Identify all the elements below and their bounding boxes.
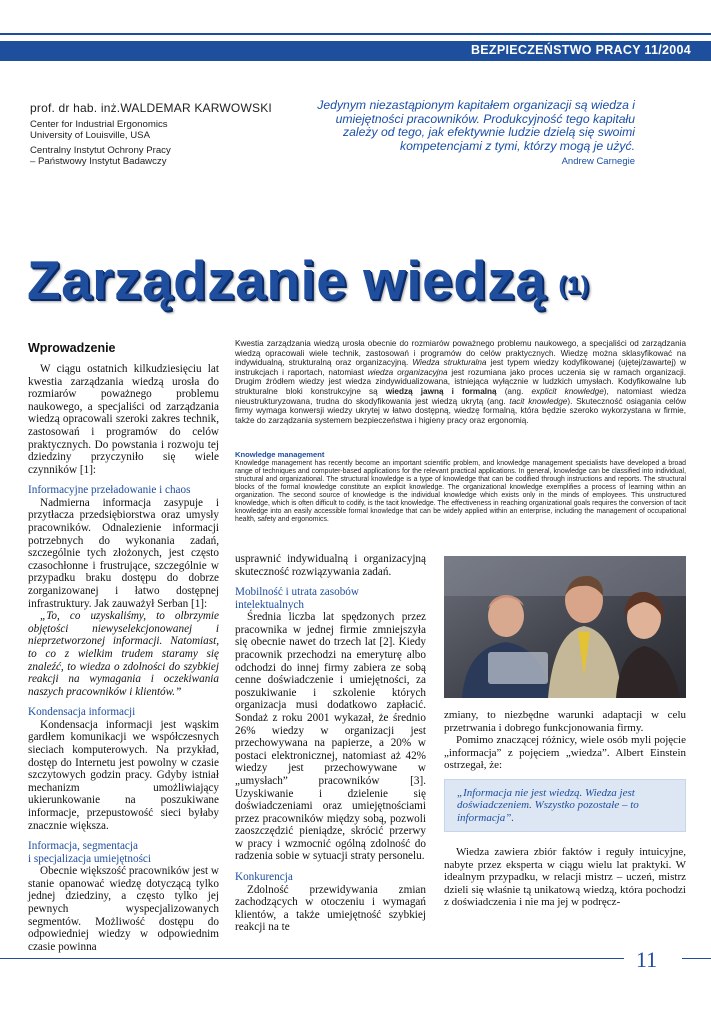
paragraph: usprawnić indywidualną i organizacyjną skuteczność rozwiązywania zadań. (235, 553, 426, 578)
bottom-rule (682, 958, 711, 959)
article-part-number: (1) (558, 272, 590, 299)
intro-heading: Wprowadzenie (28, 341, 116, 355)
abstract-term: tacit knowledge (509, 396, 568, 406)
abstract-term: wiedzą jawną i formalną (385, 386, 497, 396)
intro-paragraph: W ciągu ostatnich kilkudziesięciu lat kwestia zarządzania wiedzą urosła do rozmiarów poważnego problemu naukowego, a specjaliści od zarządzania wiedzą opracowali szeroki zakres technik, zastosowań i programów do celów praktycznych. Do powstania i rozwoju tej dziedziny przyczyniło się wiele czynników [1]: (28, 363, 219, 476)
abstract-text: ), natomiast wiedza nieustrukturyzowana, trudna do skodyfikowania jest wiedzą ukrytą (ang. (235, 386, 686, 406)
header-bar (0, 41, 711, 61)
epigraph-author: Andrew Carnegie (561, 156, 635, 168)
paragraph: Średnia liczba lat spędzonych przez pracownika w jednej firmie zmniejszyła się obecnie nawet do trzech lat [2]. Kiedy pracownik przechodzi na emeryturę albo odchodzi do innej firmy zabiera ze sobą cenne doświadczenie i umiejętności, za poszukiwanie i szkolenie których organizacja musi dodatkowo zapłacić. Sondaż z roku 2001 wykazał, że średnio 26% wiedzy w organizacji jest przechowywana na papierze, a 20% w postaci elektronicznej, natomiast aż 42% wiedzy jest przechowywane w „umysłach” pracowników [3]. Uzyskiwanie i dzielenie się doświadczeniami oraz umiejętnościami przez pracowników między sobą, pozwoli zaoszczędzić pieniądze, skrócić przerwy w pracy i wzmocnić ogólną zdolność do radzenia sobie w sytuacji straty personelu. (235, 611, 426, 863)
article-title (27, 248, 589, 312)
page-number: 11 (636, 947, 658, 972)
bottom-rule (0, 958, 624, 959)
abstract-term: wiedza organizacyjna (367, 367, 448, 377)
section-heading (28, 840, 219, 865)
section-heading-line: i specjalizacja umiejętności (28, 852, 152, 865)
author-name: prof. dr hab. inż.WALDEMAR KARWOWSKI (30, 101, 272, 115)
callout-box (444, 779, 686, 833)
article-title-text: Zarządzanie wiedzą (27, 249, 547, 311)
epigraph-text: Jedynym niezastąpionym kapitałem organizacji są wiedza i umiejętności pracowników. Produkcyjność tego kapitału zależy od tego, jak efektywnie ludzie dzielą się swoimi kompetencjami z tymi, którzy mogą je użyć. (317, 98, 635, 153)
paragraph: Wiedza zawiera zbiór faktów i reguły intuicyjne, nabyte przez eksperta w ciągu wielu lat praktyki. W idealnym przypadku, w relacji mistrz – uczeń, mistrz dzieli się właśnie tą unikatową wiedzą, która pochodzi z doświadczenia i nie ma jej w podręcz- (444, 846, 686, 909)
section-heading-line: intelektualnych (235, 598, 304, 611)
quote-paragraph: „To, co uzyskaliśmy, to olbrzymie objętości niewyselekcjonowanej i nieprzetworzonej informacji. Natomiast, to co z wielkim trudem staramy się znaleźć, to wiedza o zdolności do szybkiej reakcji na wymagania i oczekiwania naszych pracowników i klientów.” (28, 610, 219, 698)
abstract-text: (ang. (496, 386, 532, 396)
column-middle (235, 553, 426, 934)
section-heading-line: Mobilność i utrata zasobów (235, 586, 359, 599)
column-left (28, 341, 219, 953)
abstract-term: Wiedza strukturalna (412, 358, 487, 368)
epigraph (315, 99, 635, 167)
journal-issue: BEZPIECZEŃSTWO PRACY 11/2004 (470, 43, 691, 57)
abstract-term: explicit knowledge (531, 386, 604, 396)
affiliation-line: University of Louisville, USA (30, 130, 150, 141)
abstract-polish (235, 339, 686, 425)
paragraph: Obecnie większość pracowników jest w stanie opanować wiedzę dotyczącą tylko jednej dziedziny, a często tylko jej pewnych wyspecjalizowanych segmentów. Możliwość dostępu do odpowiedniej wiedzy w odpowiednim czasie powinna (28, 865, 219, 953)
paragraph: Kondensacja informacji jest wąskim gardłem komunikacji we współczesnych sieciach komputerowych. Na przykład, dostęp do Internetu jest powolny w czasie szczytowych godzin pracy. Gdyby istniał mechanizm umożliwiający ukierunkowanie na poszukiwane informacje, przepustowość sieci byłaby znacznie większa. (28, 718, 219, 832)
photo-meeting (444, 556, 686, 698)
abstract-english-heading: Knowledge management (235, 450, 325, 459)
affiliation-line: Center for Industrial Ergonomics (30, 119, 168, 130)
top-rule (0, 33, 711, 35)
section-heading (235, 586, 426, 611)
section-heading: Informacyjne przeładowanie i chaos (28, 484, 191, 497)
section-heading: Konkurencja (235, 871, 293, 884)
paragraph: Pomimo znaczącej różnicy, wiele osób myli pojęcie „informacja” z pojęciem „wiedza”. Albert Einstein ostrzegał, że: (444, 734, 686, 771)
abstract-text: Kwestia zarządzania wiedzą urosła obecnie do rozmiarów poważnego problemu naukowego, a specjaliści od zarządzania wiedzą opracowali wiele technik, zastosowań i programów do celów praktycznych. Wiedzę można sklasyfikować na indywidualną, strukturalną oraz organizacyjną. (235, 339, 686, 368)
column-right (444, 709, 686, 909)
abstract-text: ). Skuteczność osiągania celów firmy wymaga konwersji wiedzy ukrytej w łatwo dostępną, wiedzę formalną, która będzie szeroko wykorzystana w firmie, także do zarządzania systemem bezpieczeństwa i higieny pracy oraz ergonomią. (235, 396, 687, 425)
author-block (30, 101, 360, 167)
abstract-english: Knowledge management has recently become an important scientific problem, and knowledge management specialists have developed a broad range of techniques and computer-based applications for the relevant practical applications. In general, knowledge can be classified into individual, structural and organizational. The structural knowledge is a type of knowledge that can be codified through instructions and reports. The structural blocks of the formal knowledge constitute an explicit knowledge. The organizational knowledge exemplifies a process of learning within an organization. The second source of knowledge is the individual knowledge which exists only in the minds of employees. This unstructured knowledge, which is often difficult to codify, is the tacit knowledge. The effectiveness in reaching organizational goals requires the conversion of tacit knowledge into an easily accessible formal knowledge that can be widely applied within an enterprise, including the management of occupational health, safety and ergonomics. (235, 460, 686, 523)
abstract-text: jest rozumiana jako proces uczenia się w ramach organizacji. Drugim źródłem wiedzy jest wiedza zindywidualizowana, istniejąca wyłącznie w ludzkich umysłach. Kodyfikowalne lub strukturalne bloki konstrukcyjne są (235, 367, 686, 396)
photo-image (444, 556, 686, 698)
section-heading: Kondensacja informacji (28, 706, 136, 719)
section-heading-line: Informacja, segmentacja (28, 840, 138, 853)
callout-quote: „Informacja nie jest wiedzą. Wiedza jest doświadczeniem. Wszystko pozostałe – to informacja”. (457, 786, 639, 824)
paragraph: zmiany, to niezbędne warunki adaptacji w celu przetrwania i dobrego funkcjonowania firmy. (444, 709, 686, 734)
abstract-text: jest typem wiedzy kodyfikowanej (ujętej/zawartej) w instrukcjach i raportach, natomiast (235, 358, 686, 377)
affiliation-line: – Państwowy Instytut Badawczy (30, 156, 167, 167)
paragraph: Nadmierna informacja zasypuje i przytłacza przedsiębiorstwa oraz umysły pracowników. Odnalezienie informacji potrzebnych do wykonania zadań, szczególnie tych złożonych, jest często czasochłonne i frustrujące, szczególnie w przypadku braku dostępu do dobrze zorganizowanej i łatwo dostępnej infrastruktury. Jak zauważył Serban [1]: (28, 496, 219, 610)
affiliation-line: Centralny Instytut Ochrony Pracy (30, 145, 171, 156)
paragraph: Zdolność przewidywania zmian zachodzących w otoczeniu i wymagań klientów, a także umiejętność szybkiej reakcji na te (235, 883, 426, 934)
